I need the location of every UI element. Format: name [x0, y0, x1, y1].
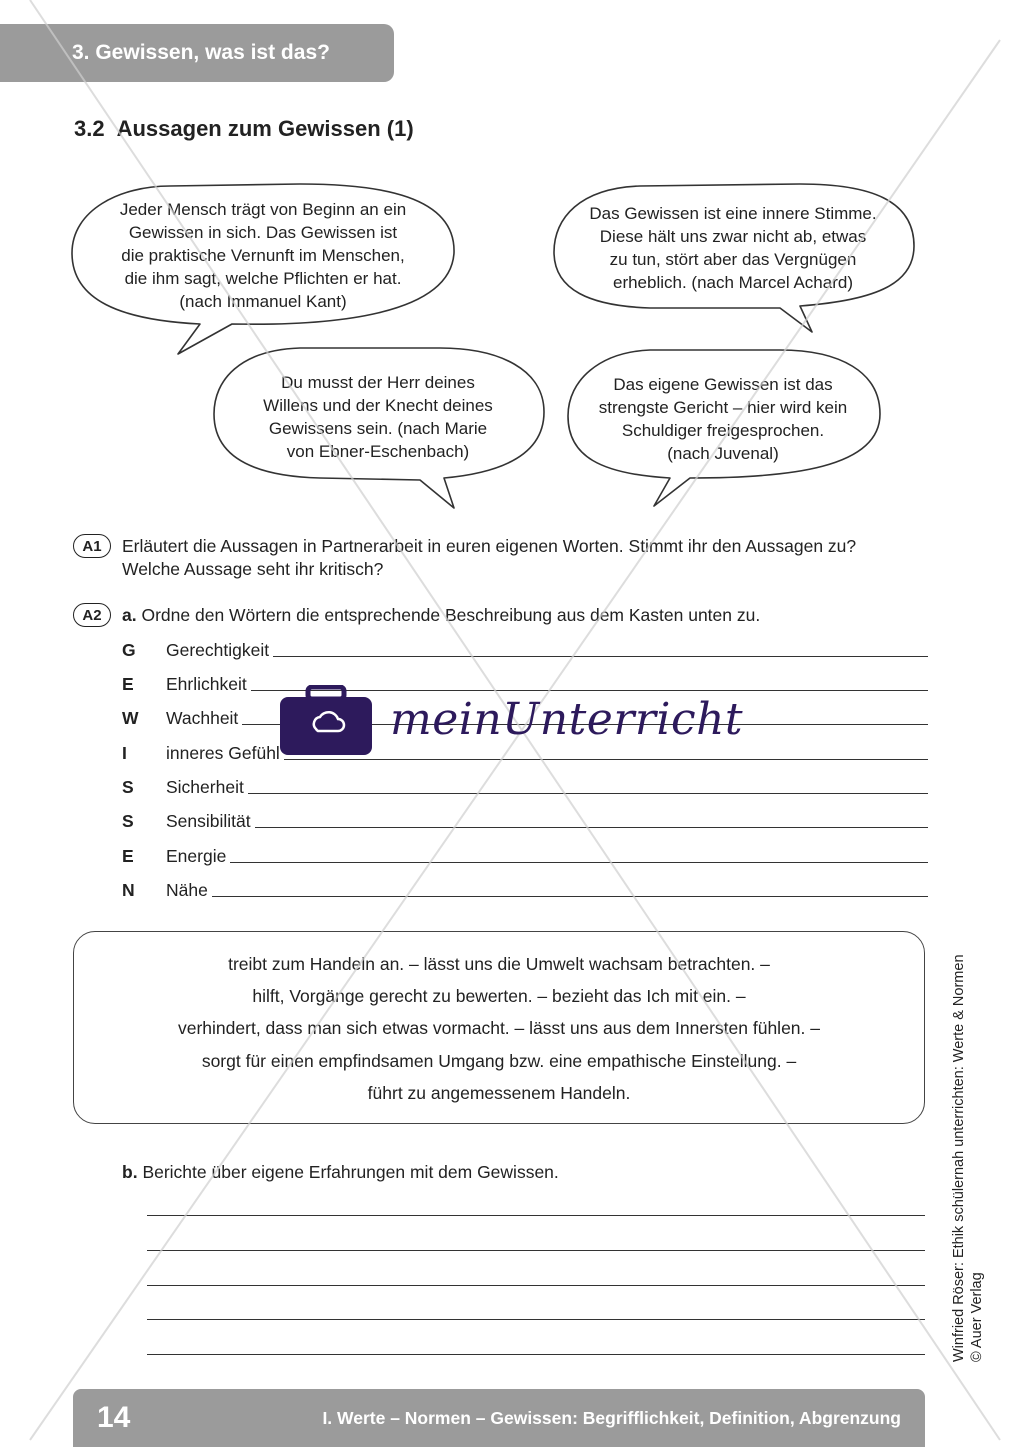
subtask-b-text: Berichte über eigene Erfahrungen mit dem Gewissen.: [142, 1162, 559, 1182]
word-label: Sicherheit: [166, 777, 244, 797]
word-row-gerechtigkeit: [122, 635, 928, 661]
task-a2b-instruction: [122, 1161, 559, 1184]
answer-line[interactable]: [284, 759, 928, 760]
quote-line: zu tun, stört aber das Vergnügen: [609, 250, 857, 269]
word-letter: G: [122, 640, 136, 660]
section-number: 3.2: [74, 116, 105, 141]
writing-line[interactable]: [147, 1285, 925, 1286]
section-title-text: Aussagen zum Gewissen (1): [116, 116, 414, 141]
word-letter: I: [122, 743, 127, 763]
quote-line: Diese hält uns zwar nicht ab, etwas: [599, 227, 867, 246]
box-line: führt zu angemessenem Handeln.: [367, 1083, 631, 1103]
box-line: sorgt für einen empfindsamen Umgang bzw. eine empathische Einstellung. –: [201, 1051, 797, 1071]
word-label: Gerechtigkeit: [166, 640, 270, 660]
word-label: inneres Gefühl: [166, 743, 280, 763]
watermark-brand: meinUnterricht: [390, 694, 744, 745]
word-row-naehe: [122, 875, 928, 901]
quote-line: Willens und der Knecht deines: [263, 396, 493, 415]
answer-line[interactable]: [248, 793, 928, 794]
quote-line: die ihm sagt, welche Pflichten er hat.: [124, 269, 402, 288]
word-letter: E: [122, 674, 134, 694]
quote-line: (nach Immanuel Kant): [179, 292, 347, 311]
quote-line: die praktische Vernunft im Menschen,: [121, 246, 405, 265]
word-letter: S: [122, 811, 134, 831]
word-row-sensibilitaet: [122, 806, 928, 832]
quote-line: Jeder Mensch trägt von Beginn an ein: [119, 200, 407, 219]
box-line: treibt zum Handeln an. – lässt uns die Umwelt wachsam betrachten. –: [228, 954, 770, 974]
answer-line[interactable]: [212, 896, 928, 897]
page-number: 14: [97, 1401, 131, 1434]
writing-line[interactable]: [147, 1319, 925, 1320]
answer-line[interactable]: [273, 656, 928, 657]
quote-ebner: [222, 371, 534, 463]
writing-line[interactable]: [147, 1250, 925, 1251]
answer-line[interactable]: [230, 862, 928, 863]
chapter-title: 3. Gewissen, was ist das?: [72, 41, 330, 64]
word-row-sicherheit: [122, 772, 928, 798]
word-letter: N: [122, 880, 135, 900]
footer-chapter: I. Werte – Normen – Gewissen: Begrifflichkeit, Definition, Abgrenzung: [322, 1407, 901, 1428]
quote-line: Gewissens sein. (nach Marie: [268, 419, 488, 438]
credit-author: Winfried Röser: Ethik schülernah unterrichten: Werte & Normen: [951, 954, 967, 1362]
writing-line[interactable]: [147, 1215, 925, 1216]
word-letter: E: [122, 846, 134, 866]
quote-line: Schuldiger freigesprochen.: [621, 421, 825, 440]
word-label: Energie: [166, 846, 227, 866]
quote-line: Das Gewissen ist eine innere Stimme.: [589, 204, 877, 223]
subtask-a-text: Ordne den Wörtern die entsprechende Beschreibung aus dem Kasten unten zu.: [141, 605, 761, 625]
word-row-energie: [122, 841, 928, 867]
footer-bar: [73, 1389, 925, 1447]
word-label: Wachheit: [166, 708, 239, 728]
writing-line[interactable]: [147, 1354, 925, 1355]
task-badge-a1: A1: [73, 534, 111, 558]
quote-line: strengste Gericht – hier wird kein: [598, 398, 848, 417]
quote-line: Gewissen in sich. Das Gewissen ist: [128, 223, 398, 242]
word-row-ehrlichkeit: [122, 669, 928, 695]
word-label: Nähe: [166, 880, 208, 900]
word-letter: W: [122, 708, 139, 728]
quote-kant: [82, 198, 444, 313]
subtask-b-label: b.: [122, 1162, 138, 1182]
quote-achard: [560, 202, 906, 294]
credit-publisher: © Auer Verlag: [969, 1272, 985, 1362]
box-line: hilft, Vorgänge gerecht zu bewerten. – bezieht das Ich mit ein. –: [252, 986, 746, 1006]
word-label: Sensibilität: [166, 811, 251, 831]
quote-line: (nach Juvenal): [667, 444, 779, 463]
task-a1-line: Erläutert die Aussagen in Partnerarbeit in euren eigenen Worten. Stimmt ihr den Aussagen zu?: [122, 536, 857, 556]
answer-line[interactable]: [255, 827, 928, 828]
side-credit: [950, 954, 986, 1362]
word-letter: S: [122, 777, 134, 797]
task-a2a-instruction: [122, 604, 760, 627]
box-line: verhindert, dass man sich etwas vormacht. – lässt uns aus dem Innersten fühlen. –: [178, 1018, 820, 1038]
task-a1-text: [122, 535, 932, 581]
quote-line: erheblich. (nach Marcel Achard): [612, 273, 853, 292]
quote-juvenal: [574, 373, 872, 465]
subtask-a-label: a.: [122, 605, 137, 625]
task-a1-line: Welche Aussage seht ihr kritisch?: [122, 559, 384, 579]
quote-line: Du musst der Herr deines: [281, 373, 475, 392]
task-badge-a2: A2: [73, 603, 111, 627]
quote-line: von Ebner-Eschenbach): [286, 442, 470, 461]
briefcase-icon: [278, 685, 374, 757]
quote-line: Das eigene Gewissen ist das: [613, 375, 833, 394]
word-label: Ehrlichkeit: [166, 674, 247, 694]
